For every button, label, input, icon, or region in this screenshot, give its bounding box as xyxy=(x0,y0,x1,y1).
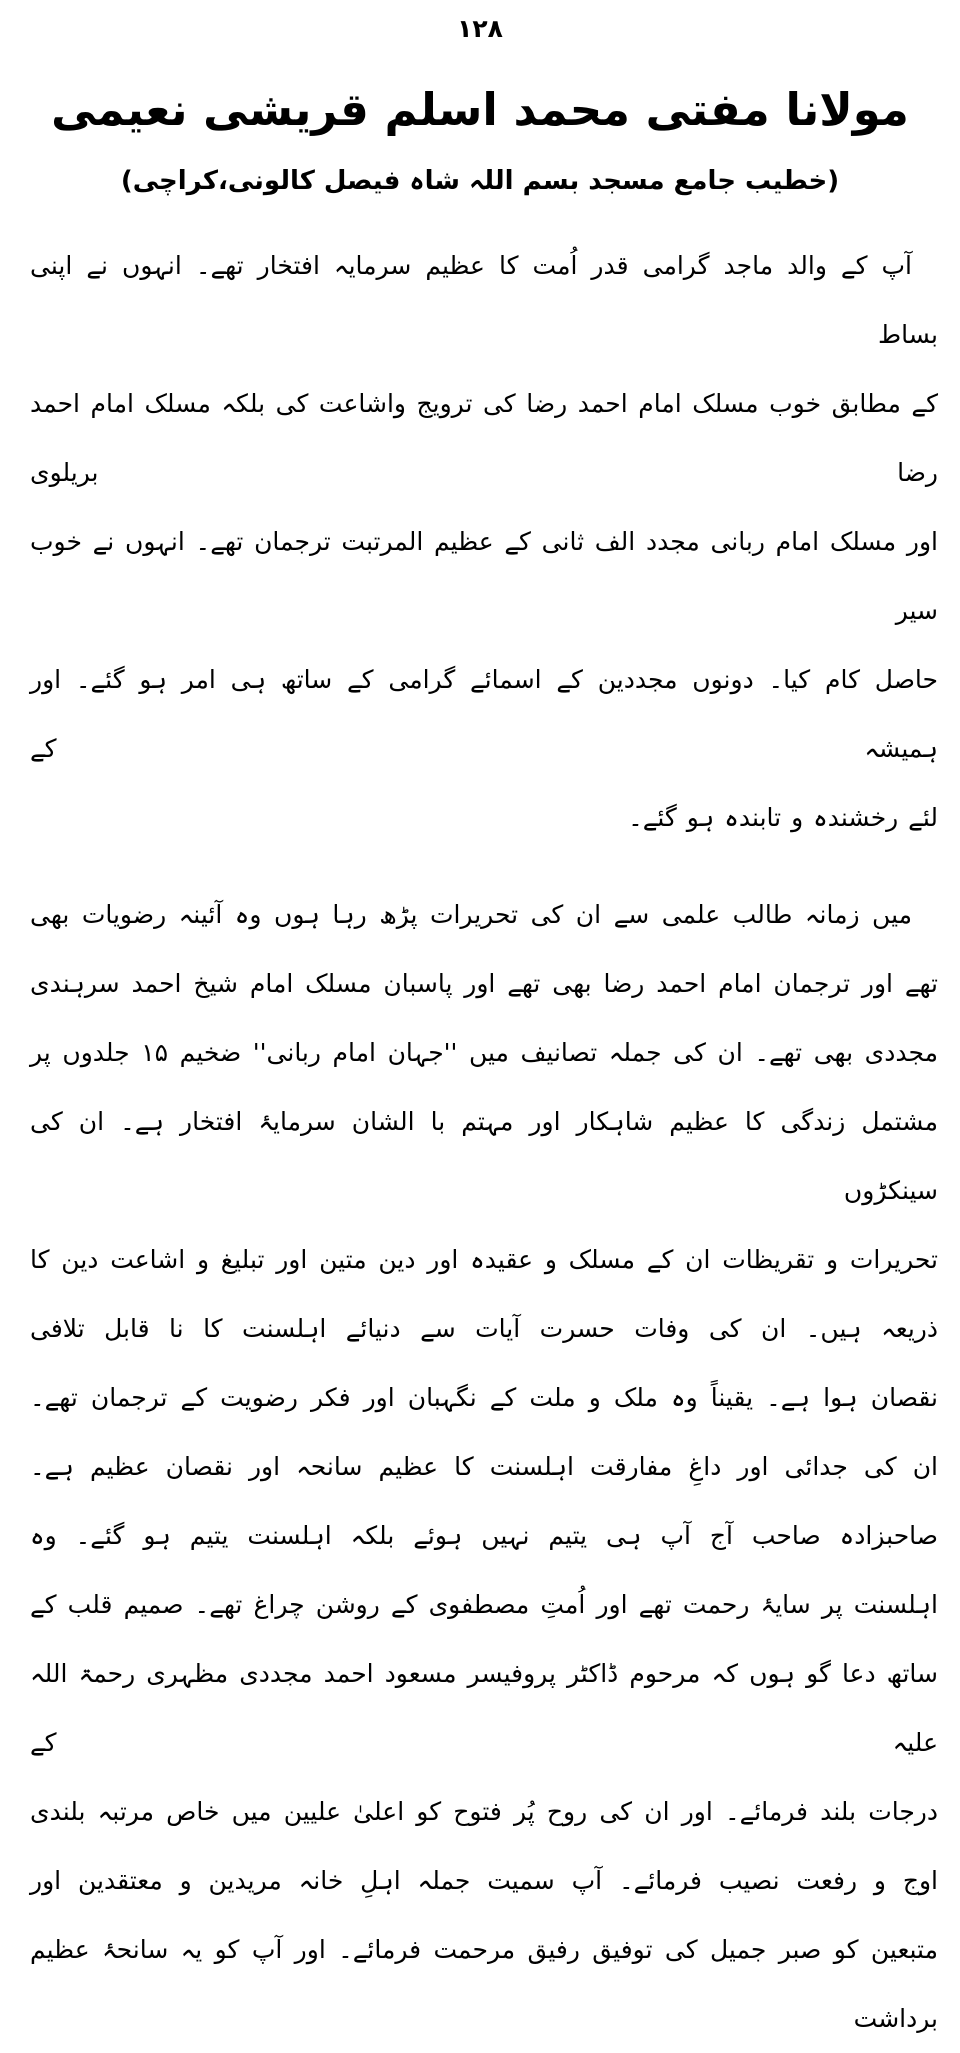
text-line: اوج و رفعت نصیب فرمائے۔ آپ سمیت جملہ اہلِ خانہ مریدین و معتقدین اور xyxy=(30,1865,938,1895)
text-line: ان کی جدائی اور داغِ مفارقت اہلسنت کا عظیم سانحہ اور نقصان عظیم ہے۔ xyxy=(30,1451,938,1481)
text-line: میں زمانہ طالب علمی سے ان کی تحریرات پڑھ رہا ہوں وہ آئینہ رضویات بھی xyxy=(30,899,912,929)
text-line: حاصل کام کیا۔ دونوں مجددین کے اسمائے گرامی کے ساتھ ہی امر ہو گئے۔ اور ہمیشہ کے xyxy=(30,664,938,763)
text-line: متبعین کو صبر جمیل کی توفیق رفیق مرحمت فرمائے۔ اور آپ کو یہ سانحۂ عظیم برداشت xyxy=(30,1934,938,2033)
text-line: آپ کے والد ماجد گرامی قدر اُمت کا عظیم سرمایہ افتخار تھے۔ انہوں نے اپنی بساط xyxy=(30,250,938,349)
text-line: لئے رخشندہ و تابندہ ہو گئے۔ xyxy=(628,802,938,832)
text-line: مجددی بھی تھے۔ ان کی جملہ تصانیف میں ''جہان امام ربانی'' ضخیم ۱۵ جلدوں پر xyxy=(30,1037,938,1067)
article-body xyxy=(0,203,960,2053)
text-line: ساتھ دعا گو ہوں کہ مرحوم ڈاکٹر پروفیسر مسعود احمد مجددی مظہری رحمۃ اللہ علیہ کے xyxy=(30,1658,938,1757)
article-subtitle: (خطیب جامع مسجد بسم اللہ شاہ فیصل کالونی،کراچی) xyxy=(120,165,840,196)
text-line: اور مسلک امام ربانی مجدد الف ثانی کے عظیم المرتبت ترجمان تھے۔ انہوں نے خوب سیر xyxy=(30,526,938,625)
text-line: نقصان ہوا ہے۔ یقیناً وہ ملک و ملت کے نگہبان اور فکر رضویت کے ترجمان تھے۔ xyxy=(30,1382,938,1412)
text-line: ذریعہ ہیں۔ ان کی وفات حسرت آیات سے دنیائے اہلسنت کا نا قابل تلافی xyxy=(30,1313,938,1343)
article-title: مولانا مفتی محمد اسلم قریشی نعیمی xyxy=(51,83,909,136)
page-number: ۱۲۸ xyxy=(457,14,503,43)
text-line: اہلسنت پر سایۂ رحمت تھے اور اُمتِ مصطفوی کے روشن چراغ تھے۔ صمیم قلب کے xyxy=(30,1589,938,1619)
paragraph-2 xyxy=(30,880,938,2053)
text-line: کے مطابق خوب مسلک امام احمد رضا کی ترویج واشاعت کی بلکہ مسلک امام احمد رضا بریلوی xyxy=(30,388,938,487)
text-line: تھے اور ترجمان امام احمد رضا بھی تھے اور پاسبان مسلک امام شیخ احمد سرہندی xyxy=(30,968,938,998)
text-line: درجات بلند فرمائے۔ اور ان کی روح پُر فتوح کو اعلیٰ علیین میں خاص مرتبہ بلندی xyxy=(30,1796,938,1826)
text-line: تحریرات و تقریظات ان کے مسلک و عقیدہ اور دین متین اور تبلیغ و اشاعت دین کا xyxy=(30,1244,938,1274)
text-line: صاحبزادہ صاحب آج آپ ہی یتیم نہیں ہوئے بلکہ اہلسنت یتیم ہو گئے۔ وہ xyxy=(30,1520,938,1550)
paragraph-1 xyxy=(30,231,938,852)
text-line: مشتمل زندگی کا عظیم شاہکار اور مہتم با الشان سرمایۂ افتخار ہے۔ ان کی سینکڑوں xyxy=(30,1106,938,1205)
